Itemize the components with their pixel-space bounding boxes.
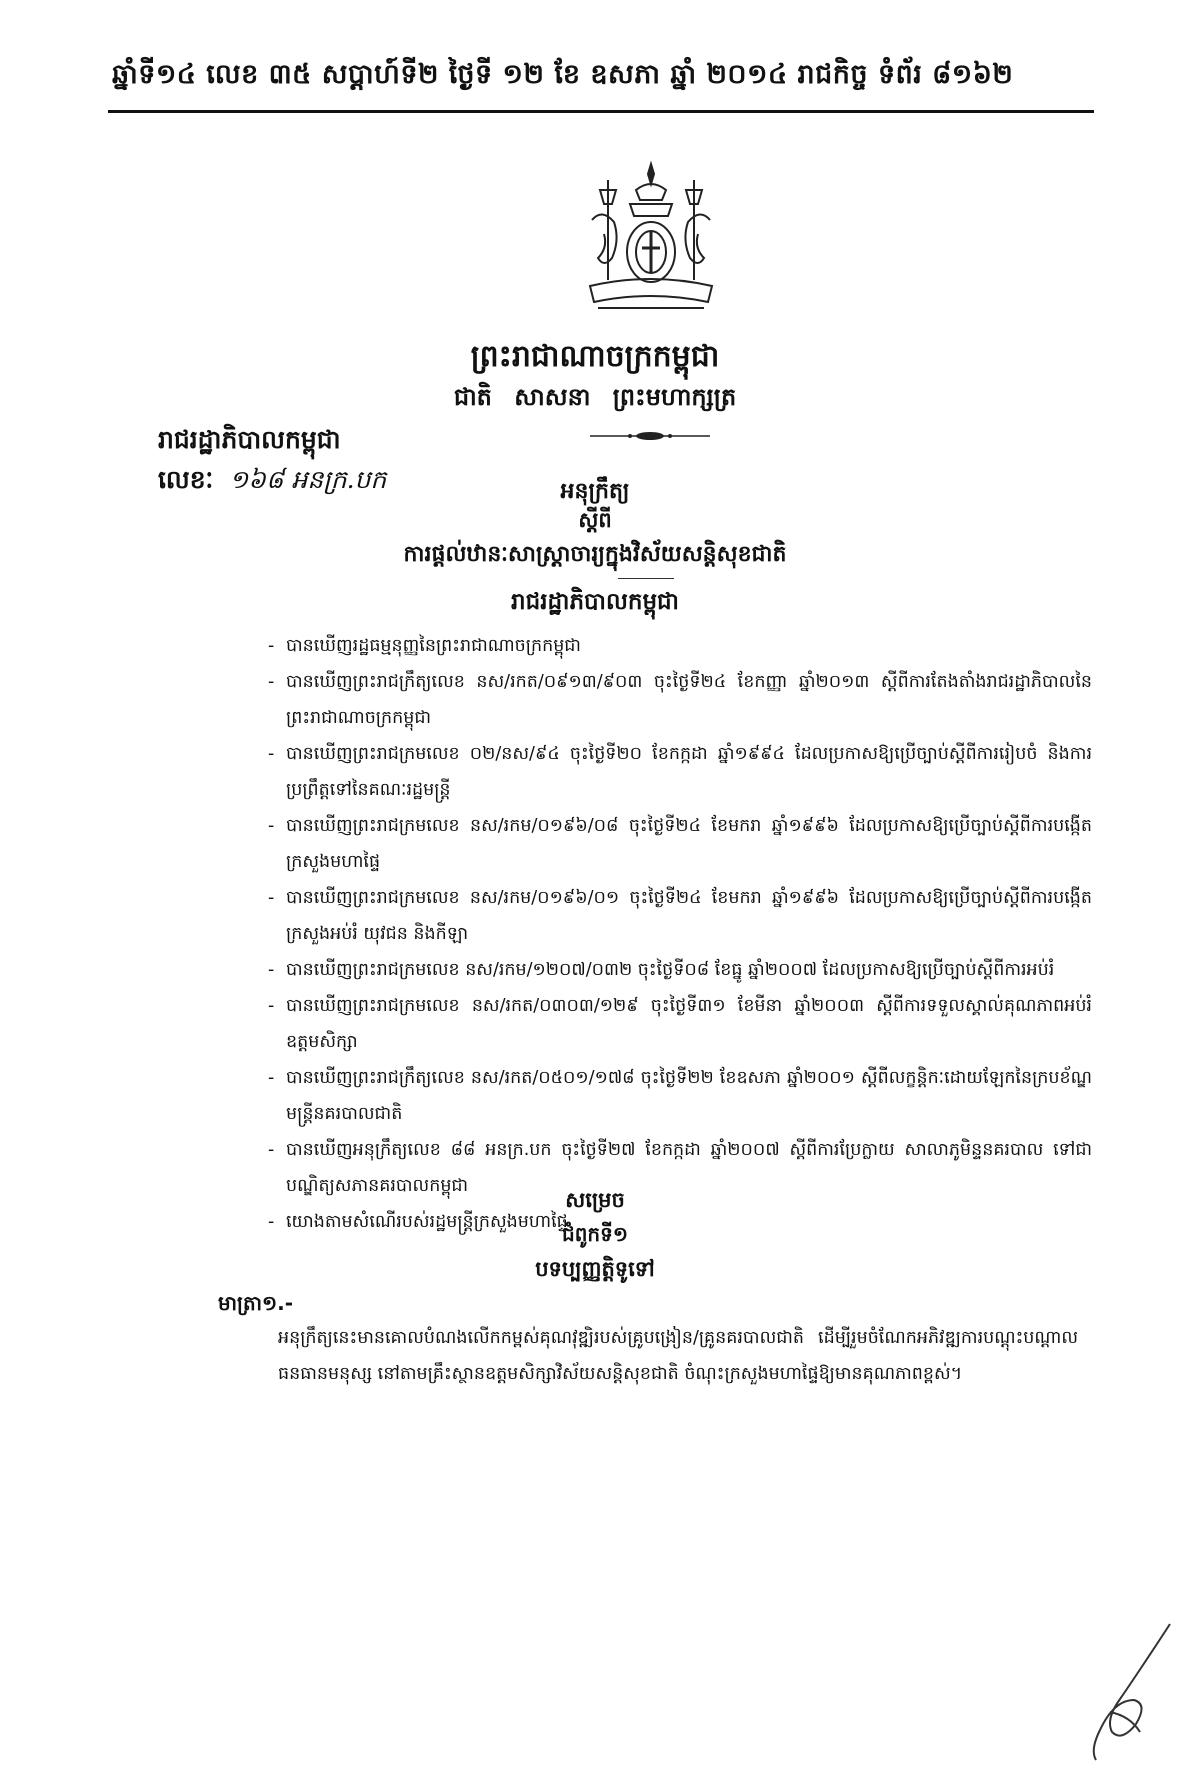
recitals-list [272,628,1092,1240]
recital-item: - បានឃើញរដ្ឋធម្មនុញ្ញនៃព្រះរាជាណាចក្រកម្ពុជា [272,628,1092,664]
issuing-body: រាជរដ្ឋាភិបាលកម្ពុជា [511,589,679,615]
issuing-authority: រាជរដ្ឋាភិបាលកម្ពុជា [158,425,341,454]
article-body [278,1320,1078,1392]
recital-item: - បានឃើញព្រះរាជក្រមលេខ នស/រកម/១២០៧/០៣២ ចុះថ្ងៃទី០៨ ខែធ្នូ ឆ្នាំ២០០៧ ដែលប្រកាសឱ្យប្រើច្បាប់ស្តីពីការអប់រំ [272,952,1092,988]
recital-item: - បានឃើញព្រះរាជក្រឹត្យលេខ នស/រកត/០៥០១/១៧៨ ចុះថ្ងៃទី២២ ខែឧសភា ឆ្នាំ២០០១ ស្តីពីលក្ខន្តិកៈដោយឡែកនៃក្របខ័ណ្ឌមន្ត្រីនគរបាលជាតិ [272,1060,1092,1132]
article-label: មាត្រា១.- [218,1291,294,1315]
decree-subject: ការផ្តល់ឋានៈសាស្ត្រាចារ្យក្នុងវិស័យសន្តិសុខជាតិ [403,542,787,567]
subject-label: ស្តីពី [578,508,612,532]
recital-item: - បានឃើញព្រះរាជក្រមលេខ នស/រកម/០១៩៦/០១ ចុះថ្ងៃទី២៤ ខែមករា ឆ្នាំ១៩៩៦ ដែលប្រកាសឱ្យប្រើច្បាប់ស្តីពីការបង្កើតក្រសួងអប់រំ យុវជន និងកីឡា [272,880,1092,952]
national-motto: ជាតិ សាសនា ព្រះមហាក្សត្រ [453,383,737,411]
handwritten-initial-icon [1070,1620,1180,1770]
number-label: លេខៈ [158,465,214,494]
recital-item: - បានឃើញព្រះរាជក្រមលេខ នស/រកត/០៣០៣/១២៩ ចុះថ្ងៃទី៣១ ខែមីនា ឆ្នាំ២០០៣ ស្តីពីការទទួលស្គាល់គុណភាពអប់រំឧត្តមសិក្សា [272,988,1092,1060]
chapter-heading: ជំពូកទី១ [562,1222,628,1246]
document-type: អនុក្រឹត្យ [560,479,630,504]
recital-item: - បានឃើញព្រះរាជក្រមលេខ នស/រកម/០១៩៦/០៨ ចុះថ្ងៃទី២៤ ខែមករា ឆ្នាំ១៩៩៦ ដែលប្រកាសឱ្យប្រើច្បាប់ស្តីពីការបង្កើតក្រសួងមហាផ្ទៃ [272,808,1092,880]
recital-item: - បានឃើញអនុក្រឹត្យលេខ ៨៨ អនក្រ.បក ចុះថ្ងៃទី២៧ ខែកក្កដា ឆ្នាំ២០០៧ ស្តីពីការប្រែក្លាយ សាលាភូមិន្ទនគរបាល ទៅជាបណ្ឌិត្យសភានគរបាលកម្ពុជា [272,1132,1092,1204]
ornament-divider-icon [590,430,710,442]
kingdom-title: ព្រះរាជាណាចក្រកម្ពុជា [470,339,720,374]
chapter-title: បទប្បញ្ញត្តិទូទៅ [535,1257,655,1281]
gazette-header: ឆ្នាំទី១៤ លេខ ៣៥ សប្តាហ៍ទី២ ថ្ងៃទី ១២ ខែ ឧសភា ឆ្នាំ ២០១៤ រាជកិច្ច ទំព័រ ៨១៦២ [112,59,1014,90]
recital-item: - បានឃើញព្រះរាជក្រមលេខ ០២/នស/៩៤ ចុះថ្ងៃទី២០ ខែកក្កដា ឆ្នាំ១៩៩៤ ដែលប្រកាសឱ្យប្រើច្បាប់ស្តីពីការរៀបចំ និងការប្រព្រឹត្តទៅនៃគណៈរដ្ឋមន្ត្រី [272,736,1092,808]
article-text: អនុក្រឹត្យនេះមានគោលបំណងលើកកម្ពស់គុណវុឌ្ឍិរបស់គ្រូបង្រៀន/គ្រូនគរបាលជាតិ ដើម្បីរួមចំណែកអភិវឌ្ឍការបណ្តុះបណ្តាលធនធានមនុស្ស នៅតាមគ្រឹះស្ថានឧត្តមសិក្សាវិស័យសន្តិសុខជាតិ ចំណុះក្រសួងមហាផ្ទៃឱ្យមានគុណភាពខ្ពស់។ [278,1328,1078,1384]
subject-divider [618,578,674,579]
royal-coat-of-arms-icon [578,160,724,320]
recital-item: - យោងតាមសំណើរបស់រដ្ឋមន្ត្រីក្រសួងមហាផ្ទៃ [272,1204,1092,1240]
number-value: ១៦៨ អនក្រ.បក [229,465,387,494]
header-divider [108,110,1094,113]
decides-heading: សម្រេច [565,1188,625,1212]
recital-item: - បានឃើញព្រះរាជក្រឹត្យលេខ នស/រកត/០៩១៣/៩០៣ ចុះថ្ងៃទី២៤ ខែកញ្ញា ឆ្នាំ២០១៣ ស្តីពីការតែងតាំងរាជរដ្ឋាភិបាលនៃព្រះរាជាណាចក្រកម្ពុជា [272,664,1092,736]
